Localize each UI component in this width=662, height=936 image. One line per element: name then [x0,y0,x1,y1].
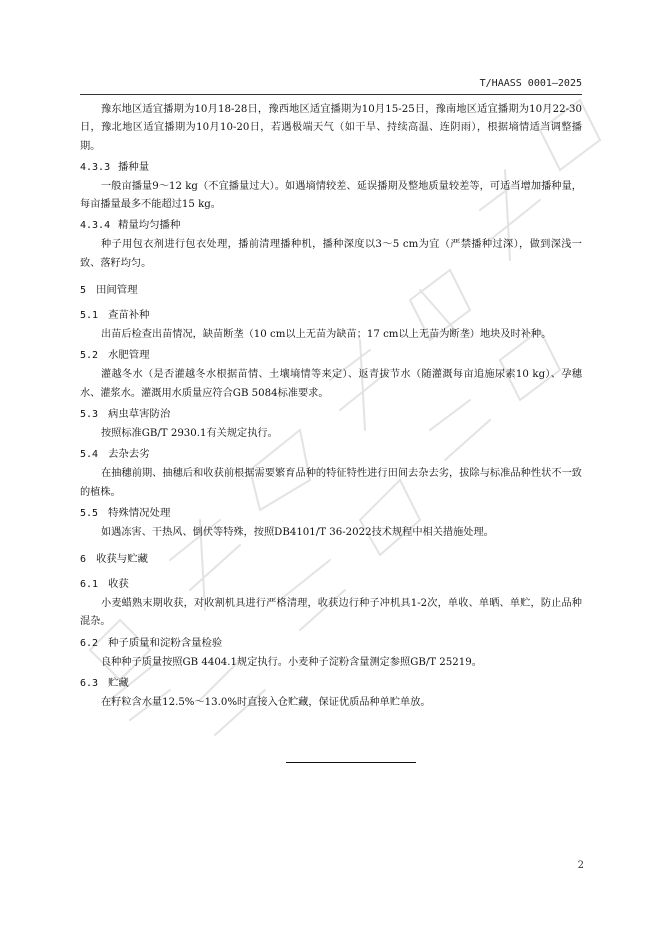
section-heading: 5.2 水肥管理 [80,349,150,362]
section-paragraph: 良种种子质量按照GB 4404.1规定执行。小麦种子淀粉含量测定参照GB/T 25219。 [101,656,482,668]
section-heading: 4.3.3 播种量 [80,160,150,173]
section-heading: 6.2 种子质量和淀粉含量检验 [80,636,223,649]
end-of-document-rule [286,762,416,763]
section-paragraph: 出苗后检查出苗情况，缺苗断垄（10 cm以上无苗为缺苗；17 cm以上无苗为断垄）地块及时补种。 [101,329,552,341]
header-divider [80,94,582,95]
section-heading: 4.3.4 精量均匀播种 [80,219,181,232]
section-paragraph: 一般亩播量9～12 kg（不宜播量过大）。如遇墒情较差、延误播期及整地质量较差等，可适当增加播种量，每亩播量最多不能超过15 kg。 [80,180,582,211]
section-paragraph: 按照标准GB/T 2930.1有关规定执行。 [101,427,278,439]
section-heading: 5.3 病虫草害防治 [80,407,171,420]
section-paragraph: 小麦蜡熟末期收获，对收割机具进行严格清理，收获边行种子冲机具1-2次，单收、单晒、单贮，防止品种混杂。 [80,598,582,628]
section-heading: 5.4 去杂去劣 [80,448,150,461]
section-paragraph: 在籽粒含水量12.5%～13.0%时直接入仓贮藏，保证优质品种单贮单放。 [101,697,431,709]
section-heading: 6.1 收获 [80,578,129,591]
section-heading: 5.5 特殊情况处理 [80,506,171,519]
section-heading: 5.1 查苗补种 [80,309,150,322]
chapter-heading: 5 田间管理 [80,284,138,297]
document-code: T/HAASS 0001—2025 [479,78,582,89]
section-paragraph: 如遇冻害、干热风、倒伏等特殊，按照DB4101/T 36-2022技术规程中相关措施处理。 [101,526,494,538]
sowing-period-paragraph: 豫东地区适宜播期为10月18-28日，豫西地区适宜播期为10月15-25日，豫南地区适宜播期为10月22-30日，豫北地区适宜播期为10月10-20日，若遇极端天气（如干旱、持续高温、连阴雨），根据墒情适当调整播期。 [80,104,582,152]
section-paragraph: 在抽穗前期、抽穗后和收获前根据需要繁育品种的特征特性进行田间去杂去劣，拔除与标准品种性状不一致的植株。 [80,468,582,498]
section-paragraph: 灌越冬水（是否灌越冬水根据苗情、土壤墒情等来定）、返青拔节水（随灌溉每亩追施尿素10 kg）、孕穗水、灌浆水。灌溉用水质量应符合GB 5084标准要求。 [80,369,582,399]
page-number: 2 [577,860,584,871]
section-paragraph: 种子用包衣剂进行包衣处理，播前清理播种机，播种深度以3～5 cm为宜（严禁播种过深），做到深浅一致、落籽均匀。 [80,239,582,269]
chapter-heading: 6 收获与贮藏 [80,553,148,566]
document-body [80,101,582,712]
section-heading: 6.3 贮藏 [80,677,129,690]
